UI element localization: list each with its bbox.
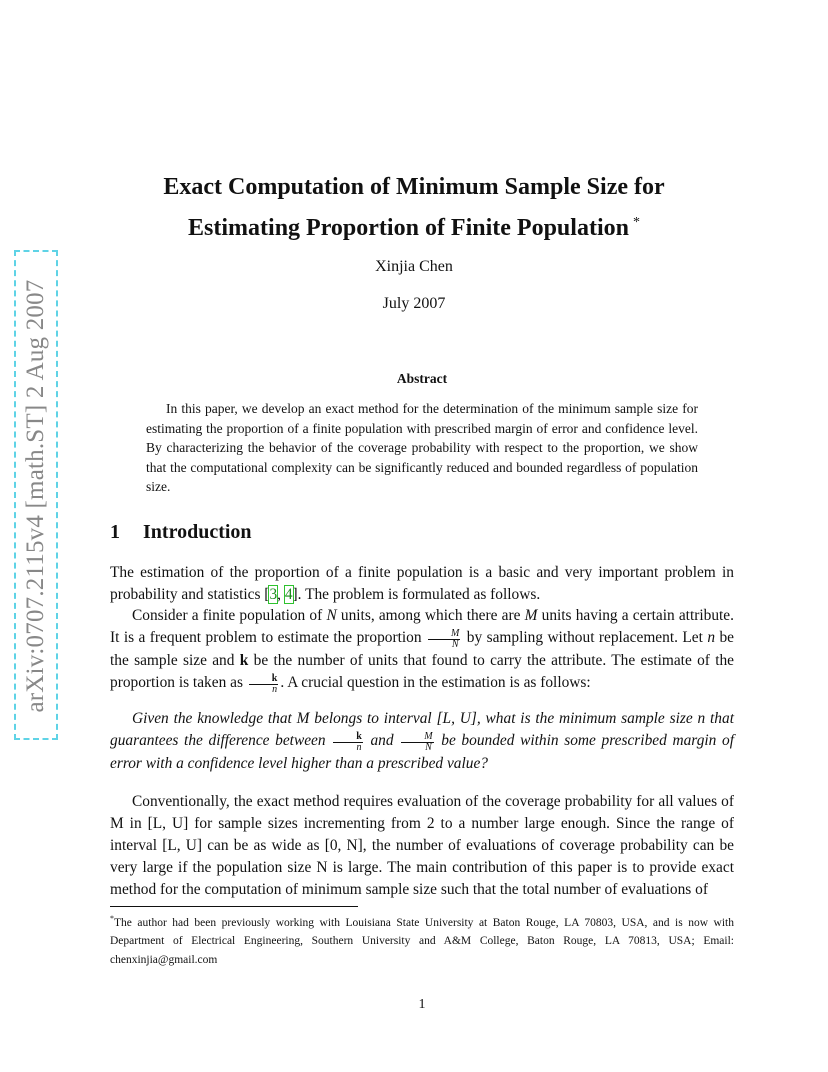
q-s5: and xyxy=(364,732,400,749)
date: July 2007 xyxy=(382,295,446,312)
q-var-M: M xyxy=(296,710,310,727)
p2-var-n: n xyxy=(707,629,716,646)
q-s3: , what is the minimum sample size xyxy=(476,710,698,727)
p2-s1: Consider a finite population of xyxy=(132,607,327,624)
q-interval: [L, U] xyxy=(436,710,477,727)
section-number: 1 xyxy=(110,521,120,543)
abstract-body: In this paper, we develop an exact method for the determination of the minimum sample size for estimating the proportion of a finite population with prescribed margin of error and confidence level. By characterizing the behavior of the coverage probability with respect to the proportion, we show that the computational complexity can be significantly reduced and bounded regardless of population size. xyxy=(146,401,698,494)
frac-denominator-N: N xyxy=(451,639,459,650)
p1-text-before: The estimation of the proportion of a finite population is a basic and very important problem in probability and statistics [ xyxy=(110,564,734,603)
title-line-2 xyxy=(0,205,828,246)
q-frac-numerator-k: k xyxy=(333,732,363,743)
q-s6: be bounded within some prescribed margin of error with a confidence level higher than a prescribed value? xyxy=(110,732,734,772)
paragraph-2 xyxy=(110,605,734,695)
fraction-k-over-n xyxy=(249,674,279,695)
abstract-heading: Abstract xyxy=(396,371,448,386)
p2-var-N: N xyxy=(326,607,337,624)
q-frac-denominator-N: N xyxy=(425,742,432,753)
p2-s2: units, among which there are xyxy=(336,607,525,624)
paragraph-1 xyxy=(110,562,734,606)
q-s4: that guarantees the difference between xyxy=(110,710,734,749)
fraction-M-over-N xyxy=(428,629,460,650)
p2-s3: units having a certain attribute. It is a frequent problem to estimate the proportion xyxy=(110,607,734,646)
q-var-n: n xyxy=(697,710,706,727)
title-line-1: Exact Computation of Minimum Sample Size for xyxy=(163,174,665,200)
p2-var-M: M xyxy=(524,607,538,624)
paragraph-3: Conventionally, the exact method requires evaluation of the coverage probability for all values of M in [L, U] for sample sizes incrementing from 2 to a number large enough. Since the range of interval [L, U] can be as wide as [0, N], the number of evaluations of coverage probability can be very large if the population size N is large. The main contribution of this paper is to provide exact method for the computation of minimum sample size such that the total number of evaluations of xyxy=(110,793,734,898)
frac-numerator-k: k xyxy=(249,674,279,685)
arxiv-identifier: arXiv:0707.2115v4 [math.ST] 2 Aug 2007 xyxy=(22,279,49,713)
p2-s6: be the number of units that found to carry the attribute. The estimate of the proportion is taken as xyxy=(110,652,734,691)
q-s2: belongs to interval xyxy=(309,710,437,727)
p1-cite-sep: , xyxy=(277,586,285,603)
p2-s7: . A crucial question in the estimation is as follows: xyxy=(280,674,591,691)
p2-s5: be the sample size and xyxy=(110,629,734,669)
quote-fraction-M-over-N xyxy=(401,732,433,753)
citation-link-4[interactable]: 4 xyxy=(284,586,293,603)
author: Xinjia Chen xyxy=(375,258,453,275)
footnote-rule xyxy=(110,906,358,907)
footnote-text: The author had been previously working with Louisiana State University at Baton Rouge, LA 70803, USA, and is now with Department of Electrical Engineering, Southern University and A&M College, Baton Rouge, LA 70813, USA; Email: chenxinjia@gmail.com xyxy=(110,916,734,966)
q-frac-numerator-M: M xyxy=(401,732,433,743)
question-quote xyxy=(110,708,734,775)
section-heading xyxy=(110,521,252,544)
p2-s4: by sampling without replacement. Let xyxy=(462,629,708,646)
page-number: 1 xyxy=(418,997,426,1012)
section-title: Introduction xyxy=(143,521,252,543)
q-s1: Given the knowledge that xyxy=(132,710,297,727)
frac-numerator-M: M xyxy=(428,629,460,640)
footnote xyxy=(110,910,734,969)
p1-text-after: ]. The problem is formulated as follows. xyxy=(292,586,541,603)
p2-var-k: k xyxy=(239,652,249,669)
footnote-mark: * xyxy=(110,914,114,923)
paper-title xyxy=(0,170,828,246)
title-footnote-mark: * xyxy=(632,215,640,230)
citation-link-3[interactable]: 3 xyxy=(269,586,278,603)
frac-denominator-n: n xyxy=(272,684,278,695)
title-line-2-text: Estimating Proportion of Finite Population xyxy=(188,215,629,241)
quote-fraction-k-over-n xyxy=(333,732,363,753)
q-frac-denominator-n: n xyxy=(356,742,362,753)
